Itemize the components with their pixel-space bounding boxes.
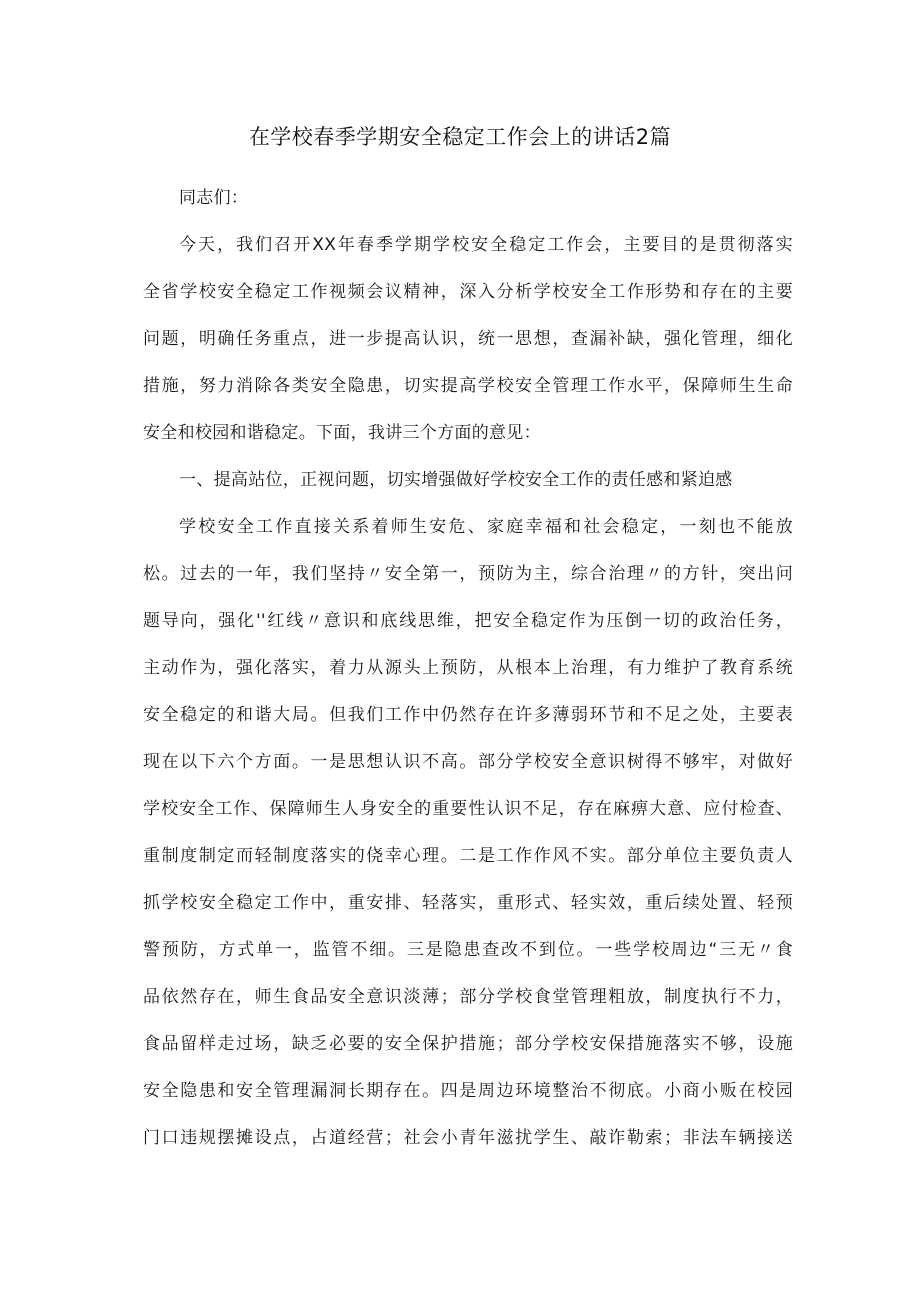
text-line: 门口违规摆摊设点，占道经营；社会小青年滋扰学生、敲诈勒索；非法车辆接送 <box>143 1128 793 1148</box>
text-line: 重制度制定而轻制度落实的侥幸心理。二是工作作风不实。部分单位主要负责人 <box>143 846 793 866</box>
text-line: 同志们： <box>179 188 249 208</box>
text-line: 问题，明确任务重点，进一步提高认识，统一思想，查漏补缺，强化管理，细化 <box>143 329 793 349</box>
text-line: 安全隐患和安全管理漏洞长期存在。四是周边环境整治不彻底。小商小贩在校园 <box>143 1081 793 1101</box>
text-line: 警预防，方式单一，监管不细。三是隐患查改不到位。一些学校周边“三无〃食 <box>143 940 793 960</box>
document-body <box>143 175 793 1162</box>
text-line: 学校安全工作、保障师生人身安全的重要性认识不足，存在麻痹大意、应付检查、 <box>143 799 793 819</box>
text-line: 品依然存在，师生食品安全意识淡薄；部分学校食堂管理粗放，制度执行不力， <box>143 987 793 1007</box>
text-line: 措施，努力消除各类安全隐患，切实提高学校安全管理工作水平，保障师生生命 <box>143 376 793 396</box>
text-line: 学校安全工作直接关系着师生安危、家庭幸福和社会稳定，一刻也不能放 <box>179 517 793 537</box>
text-line: 全省学校安全稳定工作视频会议精神，深入分析学校安全工作形势和存在的主要 <box>143 282 793 302</box>
text-line: 一、提高站位，正视问题，切实增强做好学校安全工作的责任感和紧迫感 <box>179 470 733 490</box>
document-title: 在学校春季学期安全稳定工作会上的讲话2篇 <box>248 125 672 149</box>
text-line: 松。过去的一年，我们坚持〃安全第一，预防为主，综合治理〃的方针，突出问 <box>143 564 793 584</box>
text-line: 现在以下六个方面。一是思想认识不高。部分学校安全意识树得不够牢，对做好 <box>143 752 793 772</box>
text-line: 今天，我们召开XX年春季学期学校安全稳定工作会，主要目的是贯彻落实 <box>179 235 793 255</box>
text-line: 主动作为，强化落实，着力从源头上预防，从根本上治理，有力维护了教育系统 <box>143 658 793 678</box>
text-line: 题导向，强化''红线〃意识和底线思维，把安全稳定作为压倒一切的政治任务， <box>143 611 793 631</box>
text-line: 安全稳定的和谐大局。但我们工作中仍然存在许多薄弱环节和不足之处，主要表 <box>143 705 793 725</box>
text-line: 食品留样走过场，缺乏必要的安全保护措施；部分学校安保措施落实不够，设施 <box>143 1034 793 1054</box>
text-line: 安全和校园和谐稳定。下面，我讲三个方面的意见： <box>143 423 541 443</box>
text-line: 抓学校安全稳定工作中，重安排、轻落实，重形式、轻实效，重后续处置、轻预 <box>143 893 793 913</box>
